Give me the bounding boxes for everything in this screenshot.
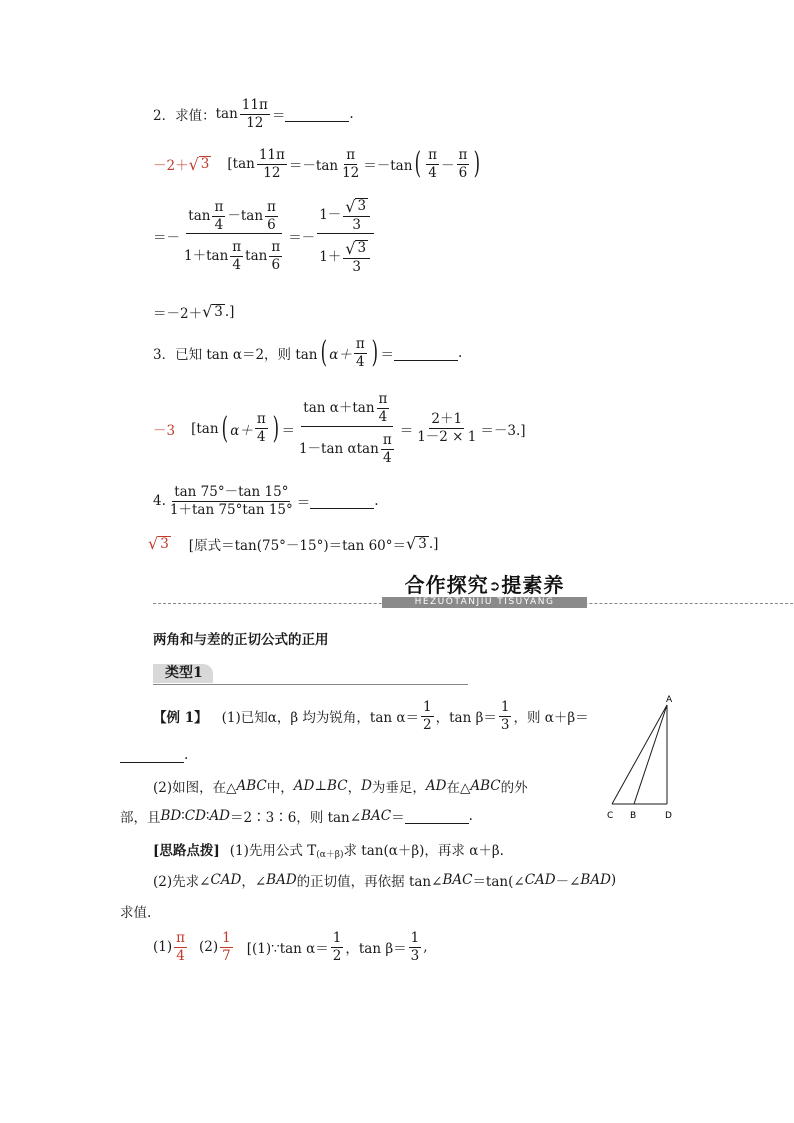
fraction: $\frac{11\pi}{12}$	[241, 97, 268, 131]
question-4: 4. $\frac{\tan 75^\circ-\tan 15^\circ}{1+\tan 75^\circ\tan 15^\circ}$ ＝ .	[153, 484, 379, 518]
answer-blank	[285, 107, 349, 122]
question-number: 2．求值：	[153, 108, 216, 125]
hint-line-1: [思路点拨] (1)先用公式 T (α＋β) 求 tan(α＋β)，再求 α＋β.	[153, 843, 504, 860]
question-3: 3．已知 tan α＝2，则 tan ( α＋ $\frac{\pi}{4}$ ) ＝ .	[153, 335, 463, 371]
answer-2-line-3: ＝－2＋ √ 3 .]	[153, 302, 235, 322]
fraction: tan α＋tan $\frac{\pi}{4}$ 1－tan αtan $\frac{\pi}{4}$	[298, 391, 392, 466]
fraction: $\frac{\tan 75^\circ-\tan 15^\circ}{1+\tan 75^\circ\tan 15^\circ}$	[169, 484, 293, 518]
answer-value: －2＋	[153, 158, 189, 175]
banner-pinyin: HEZUOTANJIU TISUYANG	[382, 597, 587, 608]
answer-3: －3 [tan ( α＋ $\frac{\pi}{4}$ ) ＝ tan α＋tan $\frac{\pi}{4}$ 1－tan αtan $\frac{\pi}{4}$ ＝ $\frac{2+1}{1-2 \times 1}$ ＝－3.]	[153, 391, 526, 466]
answer-4: √ 3 [原式＝tan(75°－15°)＝tan 60°＝ √ 3 .]	[148, 534, 439, 554]
example-1-part-2-cont: 部，且 BD ∶ CD ∶ AD ＝2∶3∶6，则 tan∠ BAC ＝ .	[120, 808, 473, 826]
label-a: A	[666, 695, 673, 705]
label-b: B	[630, 811, 637, 821]
answer-value: $\frac{1}{7}$	[222, 930, 231, 964]
answer-2-line-1: －2＋ √ 3 [tan $\frac{11\pi}{12}$ ＝－tan $\frac{\pi}{12}$ ＝－tan ( $\frac{\pi}{4}$ － $\frac{\pi}{6}$ )	[153, 146, 481, 182]
fraction: tan $\frac{\pi}{4}$ －tan $\frac{\pi}{6}$ 1＋tan $\frac{\pi}{4}$ tan $\frac{\pi}{6}$	[184, 198, 281, 274]
example-1-part-1: 【例 1】 (1)已知 α，β 均为锐角，tan α＝ $\frac{1}{2}$ ，tan β＝ $\frac{1}{3}$ ，则 α＋β＝	[153, 699, 589, 733]
answer-value: √ 3	[148, 534, 169, 554]
section-banner: 合作探究➲提素养 HEZUOTANJIU TISUYANG	[382, 569, 587, 605]
label-c: C	[607, 811, 614, 821]
solution: (1) $\frac{\pi}{4}$ (2) $\frac{1}{7}$ [(1)∵tan α＝ $\frac{1}{2}$ ，tan β＝ $\frac{1}{3}$ ,	[153, 930, 428, 964]
answer-value: －3	[153, 422, 176, 439]
answer-2-line-2: ＝－ tan $\frac{\pi}{4}$ －tan $\frac{\pi}{6}$ 1＋tan $\frac{\pi}{4}$ tan $\frac{\pi}{6}$ ＝－ 1－ √ 3 3 1＋ √ 3 3	[153, 198, 376, 275]
hint-line-2: (2)先求∠ CAD ，∠ BAD 的正切值，再依据 tan∠ BAC ＝tan(∠ CAD －∠ BAD )	[153, 872, 617, 890]
answer-blank	[394, 346, 458, 361]
arrow-icon: ➲	[488, 578, 502, 595]
section-title: 两角和与差的正切公式的正用	[153, 632, 329, 648]
example-1-part-2: (2)如图，在△ ABC 中， AD ⊥ BC ， D 为垂足， AD 在△ ABC 的外	[153, 778, 528, 796]
triangle-figure	[600, 690, 690, 825]
question-2: 2．求值： tan $\frac{11\pi}{12}$ ＝ .	[153, 97, 354, 131]
answer-blank	[120, 748, 184, 763]
answer-blank	[405, 809, 469, 824]
example-1-blank-line: .	[120, 747, 188, 763]
sqrt: √ 3	[188, 154, 210, 174]
answer-value: $\frac{\pi}{4}$	[176, 930, 185, 964]
answer-blank	[310, 494, 374, 509]
fraction: 1－ √ 3 3 1＋ √ 3 3	[317, 198, 374, 275]
side-ca	[612, 705, 667, 804]
hint-line-3: 求值.	[120, 905, 152, 921]
type-tag: 类型1	[153, 664, 468, 685]
label-d: D	[665, 811, 672, 821]
